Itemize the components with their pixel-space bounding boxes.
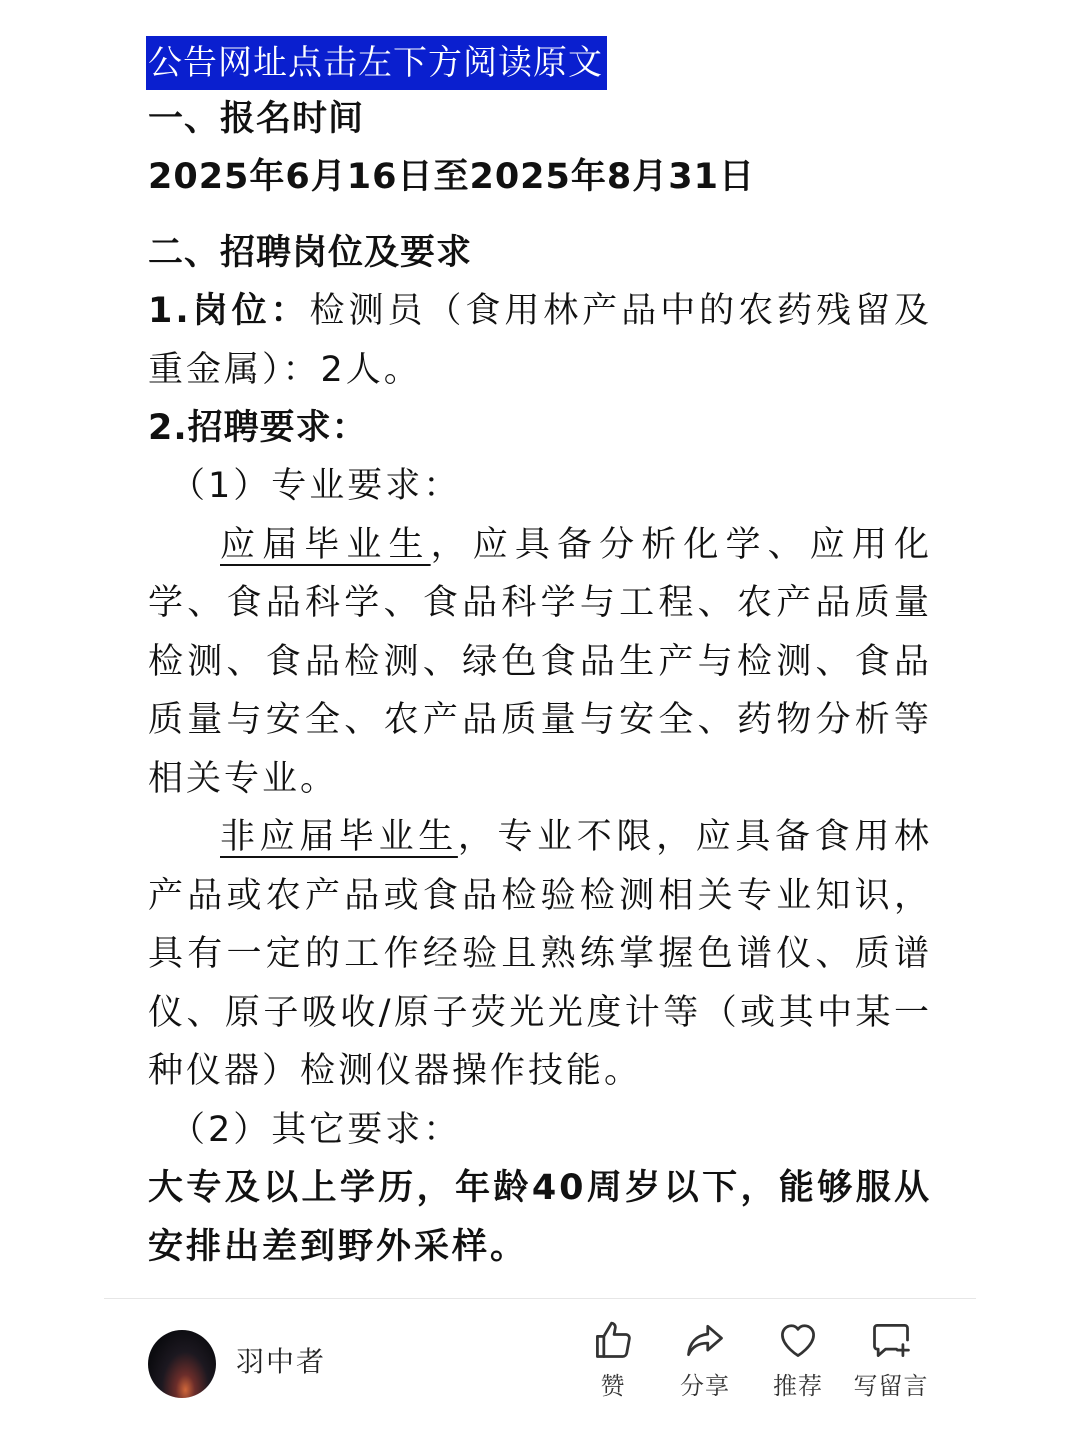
comment-icon [869,1318,913,1362]
comment-button[interactable] [846,1318,936,1402]
position-paragraph [148,282,932,399]
footer-bar [0,1300,1080,1441]
author-name[interactable]: 羽中者 [236,1345,327,1378]
like-button[interactable] [568,1318,658,1402]
section-spacer [148,206,932,224]
share-icon [683,1318,727,1362]
fresh-graduate-label: 应届毕业生 [220,524,431,565]
position-text: 检测员（食用林产品中的农药残留及重金属）：2人。 [148,291,932,390]
notice-banner[interactable]: 公告网址点击左下方阅读原文 [146,36,607,90]
section-title-registration-time: 一、报名时间 [148,99,365,139]
requirements-label: 2.招聘要求： [148,408,368,448]
recommend-label: 推荐 [773,1372,823,1400]
comment-label: 写留言 [853,1372,929,1400]
non-fresh-graduate-paragraph [148,808,932,1101]
share-label: 分享 [680,1372,730,1400]
requirement-1-label: （1）专业要求： [170,466,462,506]
fresh-graduate-paragraph [148,516,932,809]
heart-icon [776,1318,820,1362]
article-body [148,36,932,1276]
non-fresh-graduate-text: ，专业不限，应具备食用林产品或农产品或食品检验检测相关专业知识，具有一定的工作经验且熟练掌握色谱仪、质谱仪、原子吸收/原子荧光光度计等（或其中某一种仪器）检测仪器操作技能。 [148,817,932,1091]
author-avatar[interactable] [148,1330,216,1398]
registration-date-range: 2025年6月16日至2025年8月31日 [148,157,755,197]
footer-divider [104,1298,976,1299]
thumbs-up-icon [591,1318,635,1362]
requirement-2-label: （2）其它要求： [170,1109,462,1150]
share-button[interactable] [660,1318,750,1402]
fresh-graduate-text: ，应具备分析化学、应用化学、食品科学、食品科学与工程、农产品质量检测、食品检测、绿色食品生产与检测、食品质量与安全、农产品质量与安全、药物分析等相关专业。 [148,524,932,799]
section-title-positions: 二、招聘岗位及要求 [148,233,473,273]
like-label: 赞 [600,1372,626,1400]
other-requirements-text: 大专及以上学历，年龄40周岁以下，能够服从安排出差到野外采样。 [148,1168,932,1267]
position-label: 1.岗位： [148,291,310,331]
recommend-button[interactable] [753,1318,843,1402]
non-fresh-graduate-label: 非应届毕业生 [220,817,458,857]
